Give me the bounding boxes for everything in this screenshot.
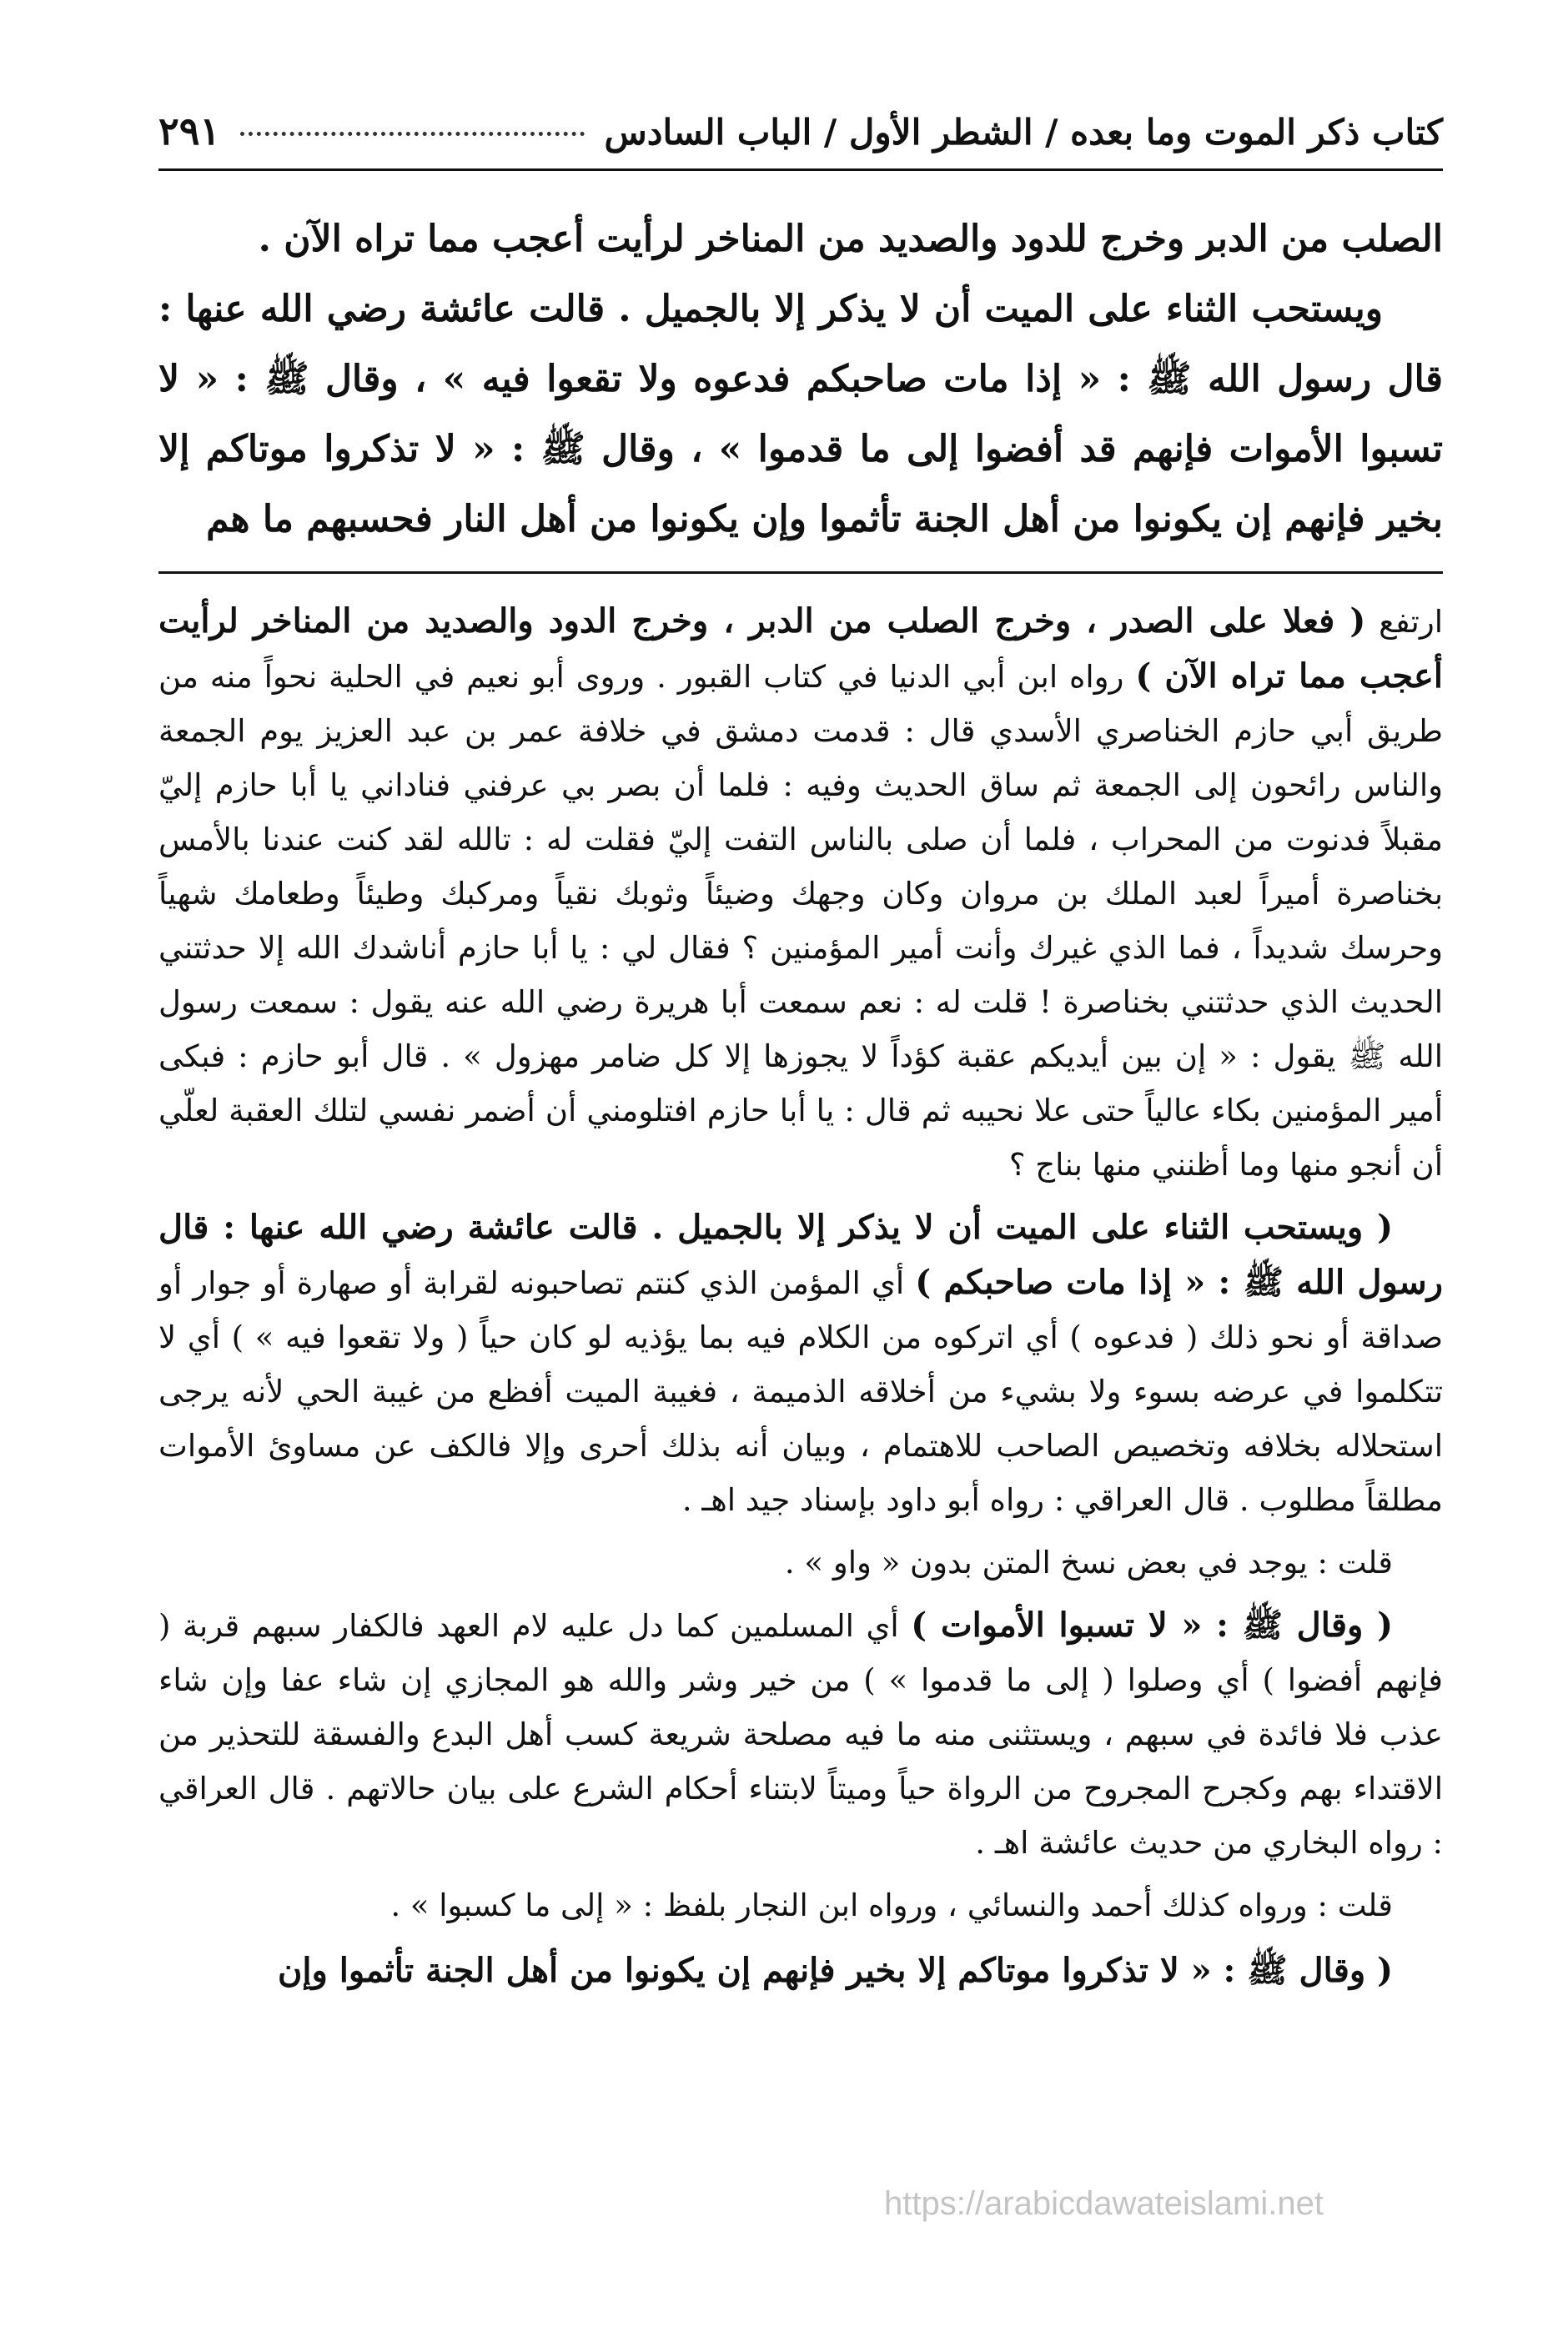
commentary-text-1: رواه ابن أبي الدنيا في كتاب القبور . وروى أبو نعيم في الحلية نحواً منه من طريق أبي حازم الخناصري الأسدي قال : قدمت دمشق في خلافة عمر بن عبد العزيز يوم الجمعة والناس رائحون إلى الجمعة ثم ساق الحديث وفيه : فلما أن بصر بي عرفني فناداني يا أبا حازم إليّ مقبلاً فدنوت من المحراب ، فلما أن صلى بالناس التفت إليّ فقلت له : تالله لقد كنت عندنا بالأمس بخناصرة أميراً لعبد الملك بن مروان وكان وجهك وضيئاً وثوبك نقياً ومركبك وطيئاً وطعامك شهياً وحرسك شديداً ، فما الذي غيرك وأنت أمير المؤمنين ؟ فقال لي : يا أبا حازم أناشدك الله إلا حدثتني الحديث الذي حدثتني بخناصرة ! قلت له : نعم سمعت أبا هريرة رضي الله عنه يقول : سمعت رسول الله ﷺ يقول : « إن بين أيديكم عقبة كؤداً لا يجوزها إلا كل ضامر مهزول » . قال أبو حازم : فبكى أمير المؤمنين بكاء عالياً حتى علا نحيبه ثم قال : يا أبا حازم افتلومني أن أضمر نفسي لتلك العقبة لعلّي أن أنجو منها وما أظنني منها بناج ؟ bbox=[158, 659, 1443, 1183]
commentary-text-4: أي المسلمين كما دل عليه لام العهد فالكفار سبهم قربة ( فإنهم أفضوا ) أي وصلوا ( إلى ما قدموا » ) من خير وشر والله هو المجازي إن شاء عفا وإن شاء عذب فلا فائدة في سبهم ، ويستثنى منه ما فيه مصلحة شريعة كسب أهل البدع والفسقة للتحذير من الاقتداء بهم وكجرح المجروح من الرواة حياً وميتاً لابتناء أحكام الشرع على بيان حالاتهم . قال العراقي : رواه البخاري من حديث عائشة اهـ . bbox=[158, 1608, 1443, 1861]
commentary-paragraph-2 bbox=[158, 1200, 1443, 1527]
commentary-paragraph-1 bbox=[158, 594, 1443, 1192]
commentary-paragraph-5 bbox=[158, 1878, 1443, 1932]
commentary-quote-4: ( وقال ﷺ : « لا تسبوا الأموات ) bbox=[911, 1606, 1394, 1645]
commentary-paragraph-6 bbox=[158, 1941, 1443, 2001]
chapter-title: كتاب ذكر الموت وما بعده / الشطر الأول / الباب السادس bbox=[604, 112, 1443, 153]
commentary-quote-6: ( وقال ﷺ : « لا تذكروا موتاكم إلا بخير فإنهم إن يكونوا من أهل الجنة تأثموا وإن bbox=[278, 1951, 1393, 1990]
book-page bbox=[158, 108, 1443, 2009]
page-number: ٢٩١ bbox=[158, 108, 221, 153]
commentary-lead-word: ارتفع bbox=[1379, 604, 1443, 640]
commentary bbox=[158, 594, 1443, 2001]
commentary-text-3: قلت : يوجد في بعض نسخ المتن بدون « واو » . bbox=[784, 1545, 1393, 1581]
commentary-text-5: قلت : ورواه كذلك أحمد والنسائي ، ورواه ابن النجار بلفظ : « إلى ما كسبوا » . bbox=[390, 1887, 1393, 1923]
watermark-url: https://arabicdawateislami.net bbox=[884, 2185, 1324, 2222]
main-text bbox=[158, 204, 1443, 555]
commentary-paragraph-4 bbox=[158, 1598, 1443, 1870]
main-paragraph-2: ويستحب الثناء على الميت أن لا يذكر إلا بالجميل . قالت عائشة رضي الله عنها : قال رسول الله ﷺ : « إذا مات صاحبكم فدعوه ولا تقعوا فيه » ، وقال ﷺ : « لا تسبوا الأموات فإنهم قد أفضوا إلى ما قدموا » ، وقال ﷺ : « لا تذكروا موتاكم إلا بخير فإنهم إن يكونوا من أهل الجنة تأثموا وإن يكونوا من أهل النار فحسبهم ما هم bbox=[158, 288, 1443, 540]
header-leader-dots bbox=[240, 132, 584, 136]
footnote-divider bbox=[158, 571, 1443, 574]
commentary-paragraph-3 bbox=[158, 1535, 1443, 1590]
commentary-quote-2: ( ويستحب الثناء على الميت أن لا يذكر إلا بالجميل . قالت عائشة رضي الله عنها : قال رسول الله ﷺ : « إذا مات صاحبكم ) bbox=[158, 1208, 1443, 1302]
commentary-quote-1: ( فعلا على الصدر ، وخرج الصلب من الدبر ، وخرج الدود والصديد من المناخر لرأيت أعجب مما تراه الآن ) bbox=[158, 601, 1443, 696]
main-paragraph-1: الصلب من الدبر وخرج للدود والصديد من المناخر لرأيت أعجب مما تراه الآن . bbox=[258, 218, 1443, 260]
commentary-text-2: أي المؤمن الذي كنتم تصاحبونه لقرابة أو صهارة أو جوار أو صداقة أو نحو ذلك ( فدعوه ) أي اتركوه من الكلام فيه بما يؤذيه لو كان حياً ( ولا تقعوا فيه » ) أي لا تتكلموا في عرضه بسوء ولا بشيء من أخلاقه الذميمة ، فغيبة الميت أفظع من غيبة الحي لأنه يرجى استحلاله بخلافه وتخصيص الصاحب للاهتمام ، وبيان أنه بذلك أحرى وإلا فالكف عن مساوئ الأموات مطلقاً مطلوب . قال العراقي : رواه أبو داود بإسناد جيد اهـ . bbox=[158, 1265, 1443, 1518]
running-header bbox=[158, 108, 1443, 171]
